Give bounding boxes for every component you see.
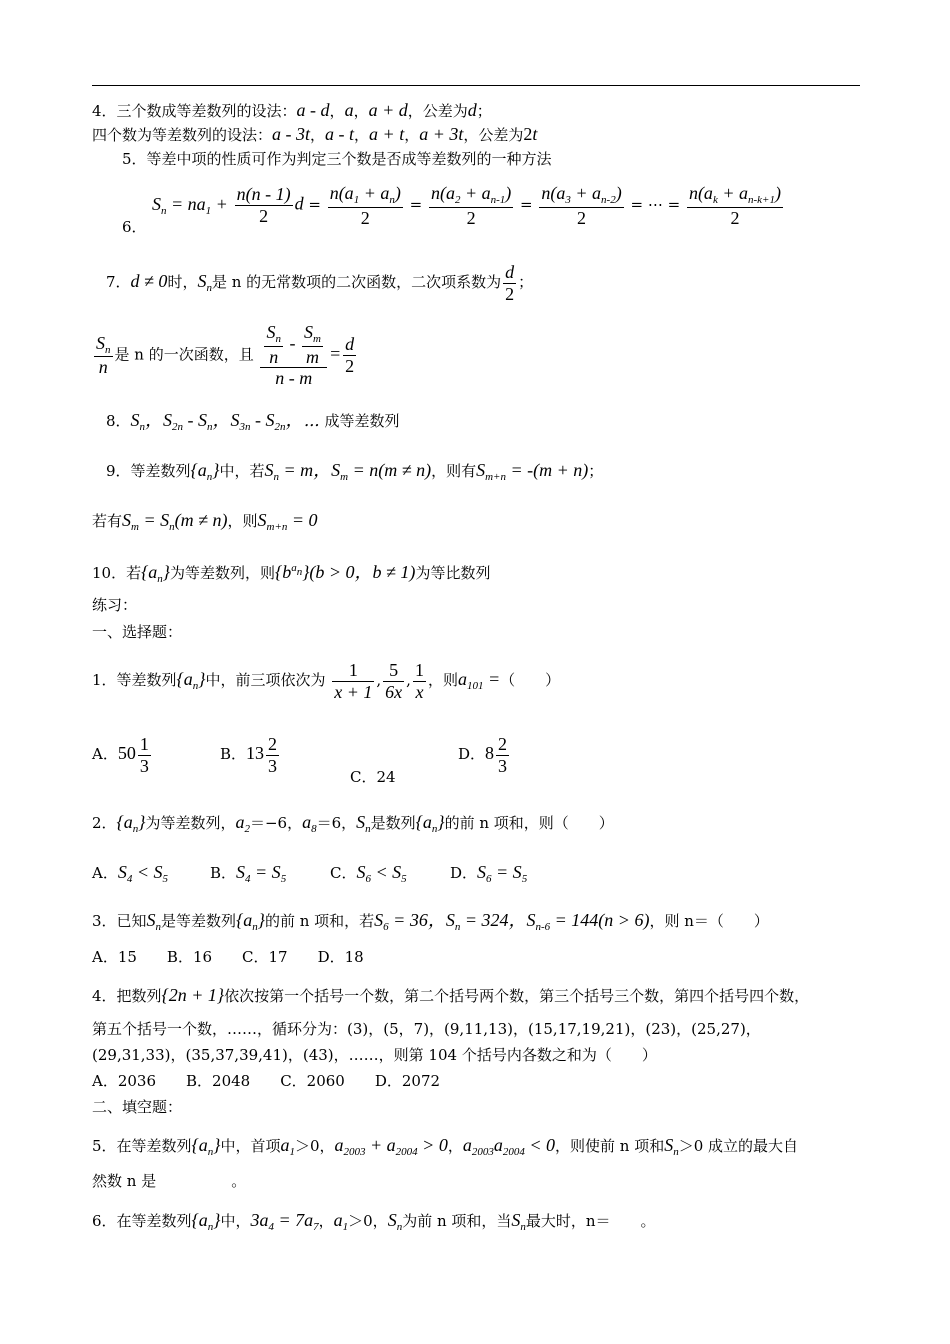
question-4-line-1: 4．把数列{2n + 1}依次按第一个括号一个数，第二个括号两个数，第三个括号三个数，第四个括号四个数， — [92, 985, 810, 1005]
question-4-line-2: 第五个括号一个数，……，循环分为：(3)，(5，7)，(9,11,13)，(15,17,19,21)，(23)，(25,27)， — [92, 1020, 761, 1038]
question-6: 6．在等差数列$\{a_n\}$中，$3a_4 = 7a_7$，$a_1>0$，$S_n$为前 n 项和，当$S_n$最大时，n＝ 。 — [92, 1210, 656, 1233]
header-rule — [92, 85, 860, 86]
q1-option-b[interactable]: B．13 $\frac{2}{3}$ — [220, 734, 278, 776]
question-3: 3．已知$S_n$是等差数列$\{a_n\}$的前 n 项和，若$S_6 = 36$，$S_n = 324$，$S_{n-6} = 144(n > 6)$，则 n＝（ ） — [92, 910, 769, 933]
item-4-line-2: 四个数为等差数列的设法：a - 3t，a - t，a + t，a + 3t，公差为2t — [92, 124, 538, 144]
item-7-line-1: 7．d ≠ 0时，$S_n$是 n 的无常数项的二次函数，二次项系数为 $\frac{d}{2}$ ； — [106, 262, 534, 304]
q2-option-c[interactable]: C．$S_6 < S_5$ — [330, 862, 407, 885]
item-6-number: 6． — [122, 218, 147, 236]
q2-option-a[interactable]: A．$S_4 < S_5$ — [92, 862, 168, 885]
q1-option-a[interactable]: A．50 $\frac{1}{3}$ — [92, 734, 149, 776]
item-6-formula: $S_n = na_1$ + $\frac{n(n - 1)}{2}$ d = $\frac{n(a_1 + a_n)}{2}$ = $\frac{n(a_2 + a_{n-1})}{2}$ = $\frac{n(a_3 + a_{n-2})}{2}$ = ⋯ = $\frac{n(a_k + a_{n-k+1})}{2}$ — [152, 183, 781, 228]
q4-options[interactable]: A．2036 B．2048 C．2060 D．2072 — [92, 1072, 441, 1090]
q2-option-d[interactable]: D．$S_6 = S_5$ — [450, 862, 528, 885]
question-1: 1．等差数列$\{a_n\}$中，前三项依次为 $\frac{1}{x + 1}$ , $\frac{5}{6x}$ , $\frac{1}{x}$ ，则$a_{101}$ =（ ） — [92, 660, 561, 702]
item-10: 10．若$\{a_n\}$为等差数列，则$\{b^{a_n}\}(b > 0$，b ≠ 1)为等比数列 — [92, 562, 491, 585]
q1-option-c[interactable]: C．24 — [350, 768, 396, 786]
question-2: 2．$\{a_n\}$为等差数列，$a_2=-6$，$a_8=6$，$S_n$是数列$\{a_n\}$的前 n 项和，则（ ） — [92, 812, 614, 835]
item-8: 8．$S_n$，$S_{2n} - S_n$，$S_{3n} - S_{2n}$，⋯ 成等差数列 — [106, 410, 400, 433]
question-4-line-3: (29,31,33)，(35,37,39,41)，(43)，……，则第 104 个括号内各数之和为（ ） — [92, 1046, 657, 1064]
question-5-line-2: 然数 n 是 。 — [92, 1172, 247, 1190]
question-5-line-1: 5．在等差数列$\{a_n\}$中，首项$a_1>0$，$a_{2003} + a_{2004} > 0$，$a_{2003}a_{2004} < 0$，则使前 n 项和$S_n>0$ 成立的最大自 — [92, 1135, 799, 1158]
item-5: 5．等差中项的性质可作为判定三个数是否成等差数列的一种方法 — [122, 150, 552, 168]
section-fill-title: 二、填空题： — [92, 1098, 183, 1116]
section-choice-title: 一、选择题： — [92, 623, 183, 641]
item-9-line-2: 若有$S_m = S_n(m \ne n)$，则$S_{m+n} = 0$ — [92, 510, 318, 533]
q2-option-b[interactable]: B．$S_4 = S_5$ — [210, 862, 287, 885]
item-7-line-2: $\frac{S_n}{n}$ 是 n 的一次函数，且 $\frac{S_n}{n}$ - $\frac{S_m}{m}$ n - m = $\frac{d}{2}$ — [96, 322, 355, 389]
item-4-line-1: 4．三个数成等差数列的设法：a - d，a，a + d，公差为d； — [92, 100, 492, 120]
item-9-line-1: 9．等差数列$\{a_n\}$中，若$S_n = m$，$S_m = n(m \ne n)$，则有$S_{m+n} = -(m + n)$； — [106, 460, 604, 483]
q3-options[interactable]: A．15 B．16 C．17 D．18 — [92, 948, 364, 966]
q1-option-d[interactable]: D．8 $\frac{2}{3}$ — [458, 734, 508, 776]
practice-title: 练习： — [92, 596, 138, 614]
